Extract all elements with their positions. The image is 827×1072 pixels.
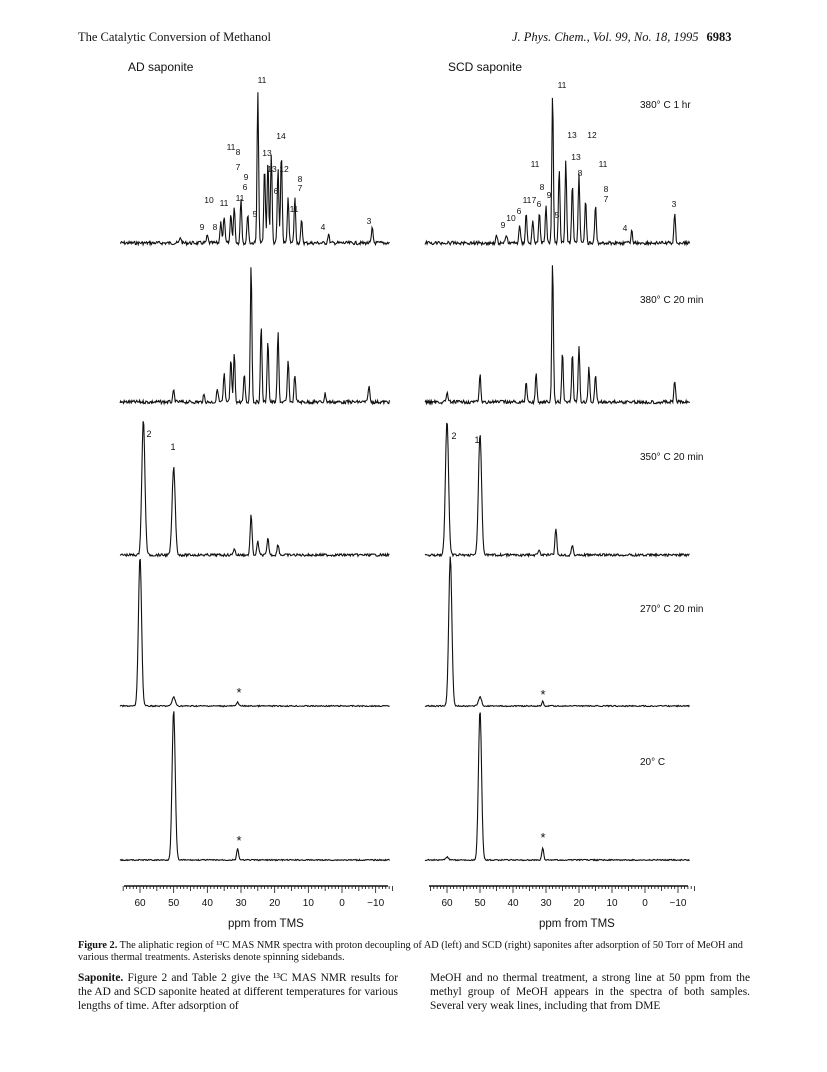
condition-label: 350° C 20 min — [640, 452, 704, 463]
peak-label: 8 — [212, 222, 218, 232]
peak-label: 8 — [577, 168, 583, 178]
spectrum-trace — [425, 713, 690, 861]
peak-label: 7 — [603, 194, 609, 204]
peak-label: 3 — [366, 216, 372, 226]
peak-label: 13 — [267, 164, 277, 174]
peak-label: 8 — [539, 182, 545, 192]
tick-label: 40 — [201, 898, 213, 909]
peak-label: 8 — [297, 174, 303, 184]
tick-label: 60 — [134, 898, 146, 909]
peak-label: 13 — [567, 130, 577, 140]
peak-label: 12 — [587, 130, 597, 140]
panel-title-right: SCD saponite — [448, 60, 523, 74]
condition-label: 270° C 20 min — [640, 604, 704, 615]
condition-label: 380° C 20 min — [640, 295, 704, 306]
peak-label: 11 — [257, 75, 267, 85]
caption-label: Figure 2. — [78, 940, 118, 951]
peak-label: 12 — [279, 164, 289, 174]
tick-label: −10 — [367, 898, 385, 909]
peak-label: 9 — [199, 222, 205, 232]
peak-label: 11 — [557, 80, 567, 90]
peak-label: 6 — [242, 182, 248, 192]
spinning-sideband-marker: * — [236, 685, 242, 700]
tick-label: 0 — [642, 898, 648, 909]
body-text-left: Figure 2 and Table 2 give the ¹³C MAS NMR results for the AD and SCD saponite heated at different temperatures for various lengths of time. After adsorption of — [78, 972, 398, 1012]
spectrum-trace — [425, 423, 690, 556]
peak-label: 13 — [571, 152, 581, 162]
peak-label: 4 — [622, 223, 628, 233]
peak-label: 2 — [451, 431, 457, 441]
tick-label: 10 — [606, 898, 618, 909]
peak-label: 11 — [530, 159, 540, 169]
spectrum-trace — [120, 267, 390, 403]
tick-label: −10 — [669, 898, 687, 909]
peak-label: 6 — [516, 206, 522, 216]
peak-label: 13 — [262, 148, 272, 158]
peak-label: 11 — [226, 142, 236, 152]
caption-text: The aliphatic region of ¹³C MAS NMR spectra with proton decoupling of AD (left) and SCD (right) saponites after adsorption of 50 Torr of MeOH and various thermal treatments. Asterisks denote spinning sidebands. — [78, 940, 743, 963]
peak-label: 8 — [603, 184, 609, 194]
spectrum-trace — [120, 559, 390, 707]
peak-label: 14 — [276, 131, 286, 141]
spectrum-trace — [425, 265, 690, 403]
tick-label: 0 — [339, 898, 345, 909]
peak-label: 5 — [252, 209, 258, 219]
tick-label: 20 — [269, 898, 281, 909]
tick-label: 10 — [302, 898, 314, 909]
spinning-sideband-marker: * — [540, 687, 546, 702]
peak-label: 11 — [598, 159, 608, 169]
peak-label: 7 — [297, 183, 303, 193]
tick-label: 30 — [540, 898, 552, 909]
body-column-right: MeOH and no thermal treatment, a strong line at 50 ppm from the methyl group of MeOH appears in the spectra of both samples. Several very weak lines, including that from DME — [430, 972, 750, 1012]
peak-label: 6 — [536, 199, 542, 209]
spectrum-trace — [425, 98, 690, 245]
peak-label: 3 — [671, 199, 677, 209]
peak-label: 10 — [506, 213, 516, 223]
peak-label: 11 — [522, 195, 532, 205]
peak-label: 5 — [554, 210, 560, 220]
axis-label-left: ppm from TMS — [228, 918, 304, 930]
condition-label: 20° C — [640, 757, 666, 768]
tick-label: 20 — [573, 898, 585, 909]
condition-label: 380° C 1 hr — [640, 100, 691, 111]
peak-label: 9 — [546, 190, 552, 200]
figure-caption — [78, 940, 750, 964]
body-column-left — [78, 972, 398, 1013]
peak-label: 9 — [243, 172, 249, 182]
peak-label: 4 — [320, 222, 326, 232]
running-head: The Catalytic Conversion of Methanol — [78, 30, 272, 44]
spectrum-trace — [120, 92, 390, 244]
peak-label: 10 — [204, 195, 214, 205]
peak-label: 11 — [219, 198, 229, 208]
tick-label: 60 — [441, 898, 453, 909]
peak-label: 1 — [474, 435, 480, 445]
peak-label: 8 — [235, 147, 241, 157]
spinning-sideband-marker: * — [540, 830, 546, 845]
tick-label: 50 — [168, 898, 180, 909]
section-heading: Saponite. — [78, 972, 124, 984]
panel-title-left: AD saponite — [128, 60, 194, 74]
spectrum-trace — [120, 711, 390, 860]
page-number: 6983 — [706, 30, 732, 44]
peak-label: 7 — [531, 195, 537, 205]
peak-label: 7 — [235, 162, 241, 172]
tick-label: 40 — [507, 898, 519, 909]
axis-label-right: ppm from TMS — [539, 918, 615, 930]
spectrum-trace — [425, 557, 690, 707]
spectrum-trace — [120, 421, 390, 556]
peak-label: 11 — [235, 193, 245, 203]
peak-label: 6 — [273, 186, 279, 196]
spinning-sideband-marker: * — [236, 833, 242, 848]
journal-name: J. Phys. Chem., Vol. 99, No. 18, 1995 — [512, 30, 699, 44]
peak-label: 2 — [146, 429, 152, 439]
peak-label: 1 — [170, 442, 176, 452]
tick-label: 30 — [235, 898, 247, 909]
peak-label: 11 — [289, 204, 299, 214]
tick-label: 50 — [474, 898, 486, 909]
peak-label: 9 — [500, 220, 506, 230]
